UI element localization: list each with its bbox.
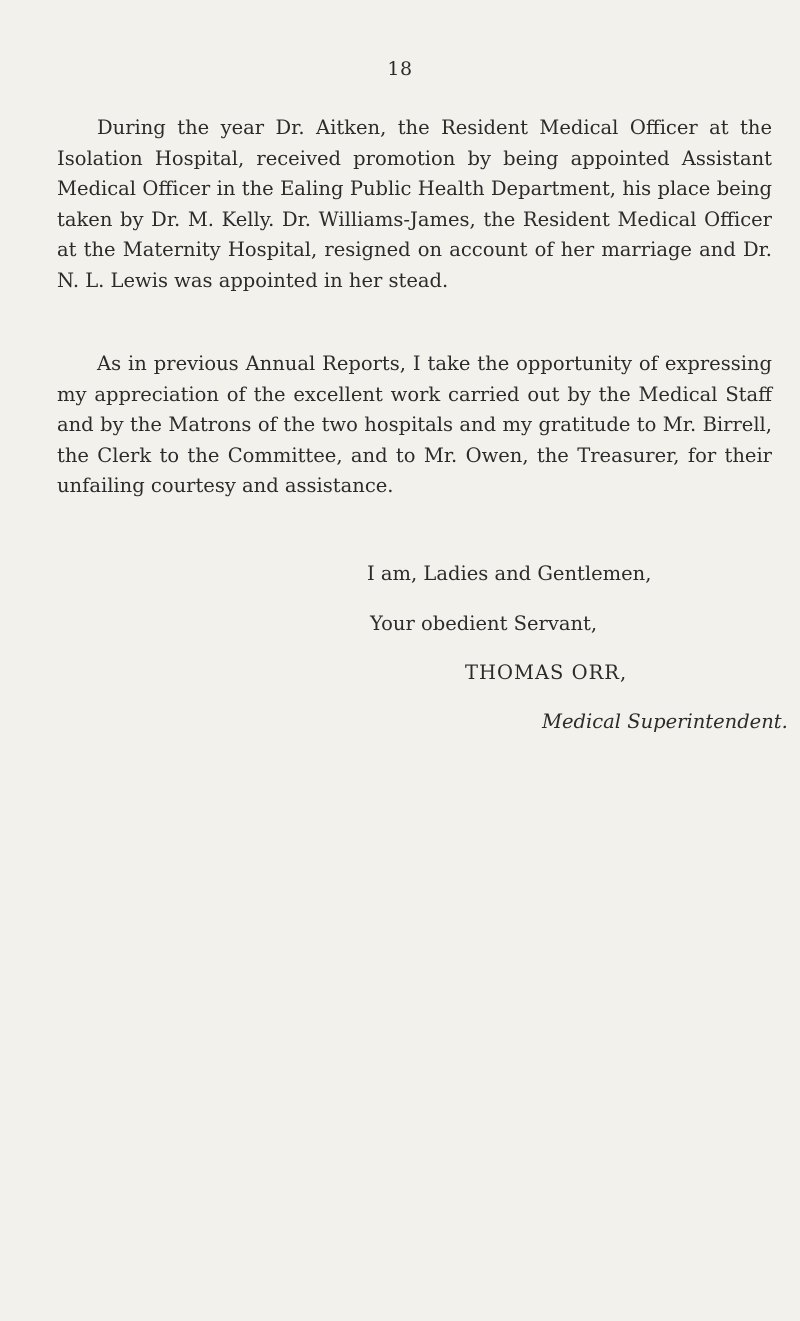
- closing-valediction: Your obedient Servant,: [370, 612, 598, 635]
- signatory-title: Medical Superintendent.: [542, 710, 788, 733]
- paragraph-staff-changes: During the year Dr. Aitken, the Resident Medical Officer at the Isolation Hospital, received promotion by being appointed Assistant Medical Officer in the Ealing Public Health Department, his place being taken by Dr. M. Kelly. Dr. Williams-James, the Resident Medical Officer at the Maternity Hospital, resigned on account of her marriage and Dr. N. L. Lewis was appointed in her stead.: [57, 116, 772, 292]
- paragraph-appreciation: As in previous Annual Reports, I take the opportunity of expressing my appreciation of the excellent work carried out by the Medical Staff and by the Matrons of the two hospitals and my gratitude to Mr. Birrell, the Clerk to the Committee, and to Mr. Owen, the Treasurer, for their unfailing courtesy and assistance.: [57, 352, 772, 497]
- signatory-name: THOMAS ORR,: [465, 661, 628, 684]
- page-number: 18: [387, 58, 413, 80]
- closing-salutation: I am, Ladies and Gentlemen,: [367, 562, 652, 585]
